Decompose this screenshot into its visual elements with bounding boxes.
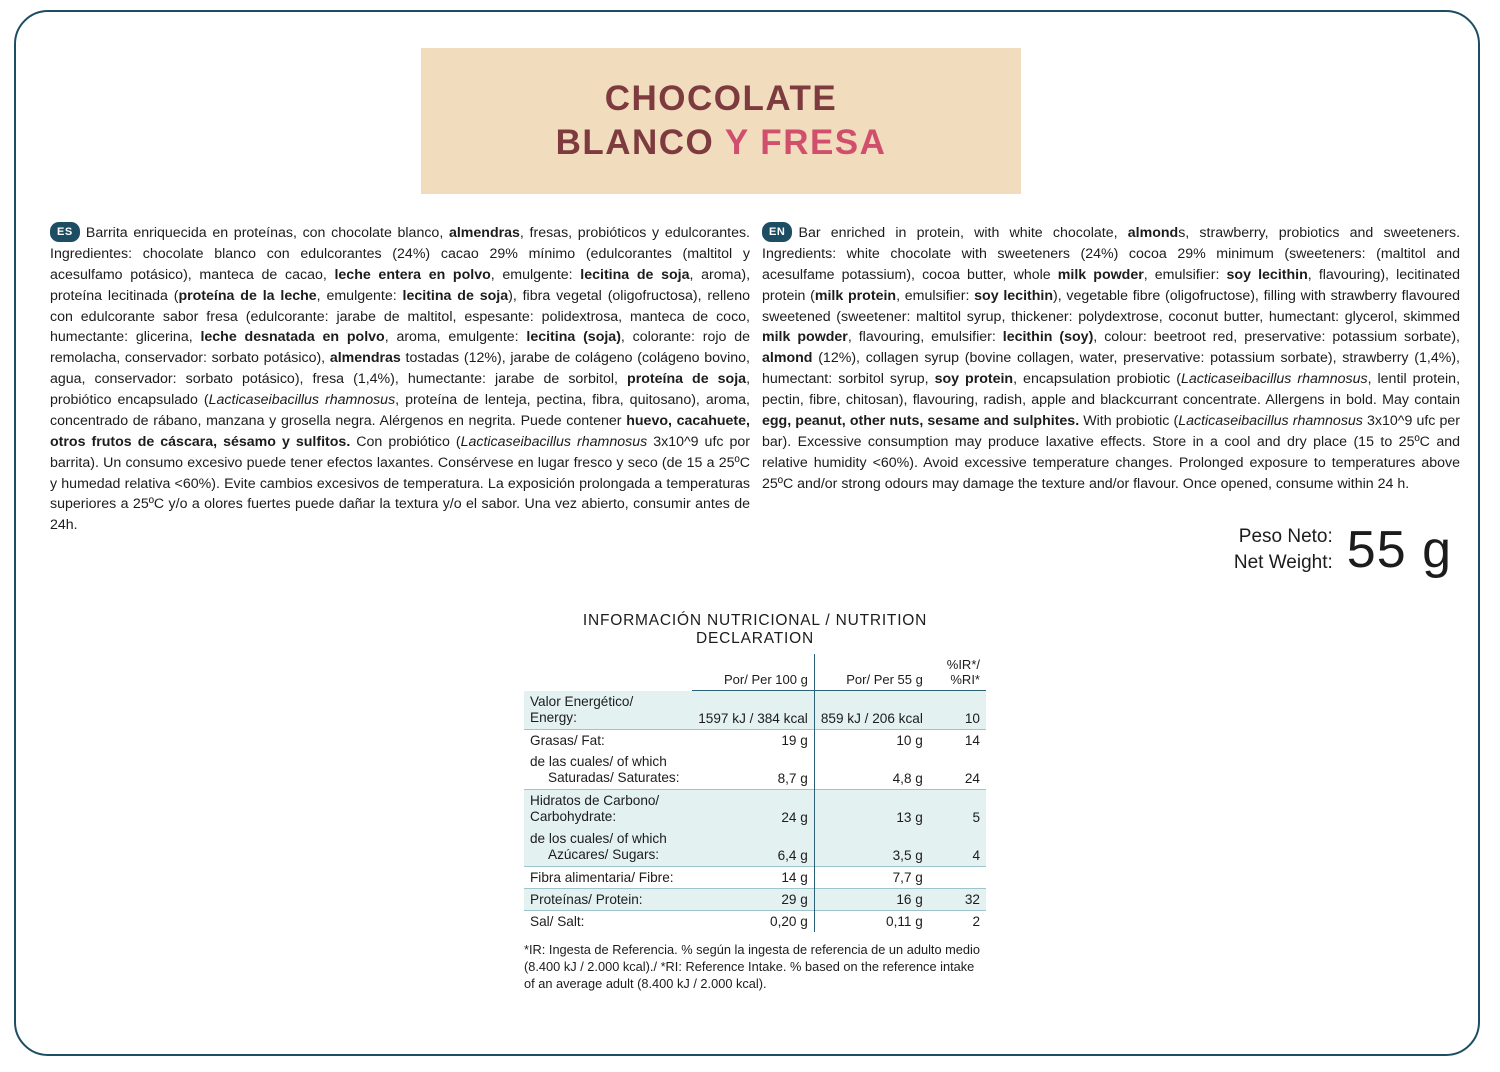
nutrition-row-per100: 6,4 g [777,847,808,863]
nutrition-row-name-line1: Hidratos de Carbono/ [530,792,660,808]
nutrition-row-name-line2: Azúcares/ Sugars: [548,846,660,862]
net-weight-labels [1234,524,1333,575]
nutrition-row-ri [929,866,986,888]
nutrition-row-per100: 8,7 g [777,770,808,786]
nutrition-row-per55: 13 g [814,789,929,828]
nutrition-row-per100: 14 g [692,866,814,888]
nutrition-row-name [524,789,692,828]
nutrition-row-name [524,751,692,790]
nutrition-header-per55: Por/ Per 55 g [814,654,929,691]
table-row [524,751,986,790]
nutrition-row-name [524,691,692,730]
product-title-line2 [556,121,887,165]
product-title-line1: CHOCOLATE [604,79,838,119]
net-weight-block [1234,520,1452,580]
table-row [524,789,986,828]
net-weight-value: 55 g [1346,521,1452,579]
nutrition-row-per55: 16 g [814,888,929,910]
nutrition-row-per100: 1597 kJ / 384 kcal [698,710,808,726]
nutrition-header-ri: %IR*/ %RI* [929,654,986,691]
nutrition-row-name [524,828,692,867]
nutrition-row-per55: 4,8 g [814,751,929,790]
table-row [524,691,986,730]
ingredients-english-paragraph [762,222,1460,494]
nutrition-row-name-line2: Carbohydrate: [530,808,617,824]
nutrition-declaration [524,612,986,993]
nutrition-row-per55: 859 kJ / 206 kcal [814,691,929,730]
nutrition-row-name: Proteínas/ Protein: [524,888,692,910]
nutrition-row-ri: 4 [972,847,980,863]
nutrition-row-name: Sal/ Salt: [524,910,692,932]
ingredients-spanish [50,222,750,536]
ingredients-english-text: Bar enriched in protein, with white chocolate, almonds, strawberry, probiotics and sweeteners. Ingredients: white chocolate with sweeteners (24%) cocoa 29% minimum (sweeteners: (maltitol and acesulfame potassium), cocoa butter, whole milk powder, emulsifier: soy lecithin, flavouring), lecitinated protein (milk protein, emulsifier: soy lecithin), vegetable fibre (oligofructose), filling with strawberry flavoured sweetened (sweetener: maltitol syrup, thickener: polydextrose, coconut butter, humectant: glycerol, skimmed milk powder, flavouring, emulsifier: lecithin (soy), colour: beetroot red, preservative: potassium sorbate), almond (12%), collagen syrup (bovine collagen, water, preservative: potassium sorbate), strawberry (1,4%), humectant: sorbitol syrup, soy protein, encapsulation probiotic (Lacticaseibacillus rhamnosus, lentil protein, pectin, fibre, chitosan), flavouring, radish, apple and blackcurrant concentrate. Allergens in bold. May contain egg, peanut, other nuts, sesame and sulphites. With probiotic (Lacticaseibacillus rhamnosus 3x10^9 ufc per bar). Excessive consumption may produce laxative effects. Store in a cool and dry place (15 to 25ºC and relative humidity <60%). Avoid excessive temperature changes. Prolonged exposure to temperatures above 25ºC and/or strong odours may damage the texture and/or flavour. Once opened, consume within 24 h. [762,225,1461,492]
nutrition-row-name-line1: Valor Energético/ [530,693,634,709]
nutrition-header-per100: Por/ Per 100 g [692,654,814,691]
nutrition-row-name-line1: de los cuales/ of which [530,830,667,846]
nutrition-row-name-line2: Saturadas/ Saturates: [548,769,680,785]
nutrition-row-per55: 0,11 g [814,910,929,932]
table-row [524,866,986,888]
nutrition-row-per55: 10 g [814,729,929,751]
ingredients-english [762,222,1460,494]
product-title-line2-main: BLANCO [555,123,715,162]
language-badge-es: ES [50,222,80,242]
nutrition-row-ri: 2 [929,910,986,932]
nutrition-row-ri: 24 [964,770,980,786]
nutrition-row-per55: 3,5 g [814,828,929,867]
nutrition-row-ri: 14 [929,729,986,751]
table-row [524,729,986,751]
table-row [524,910,986,932]
nutrition-row-ri: 32 [929,888,986,910]
ingredients-spanish-paragraph [50,222,750,536]
nutrition-row-ri: 5 [929,789,986,828]
language-badge-en: EN [762,222,792,242]
nutrition-title: INFORMACIÓN NUTRICIONAL / NUTRITION DECLARATION [582,612,928,647]
nutrition-row-name: Fibra alimentaria/ Fibre: [524,866,692,888]
nutrition-row-per100: 19 g [692,729,814,751]
nutrition-table-header [524,654,986,691]
product-title-banner [421,48,1021,194]
nutrition-footnote: *IR: Ingesta de Referencia. % según la ingesta de referencia de un adulto medio (8.400 kJ / 2.000 kcal)./ *RI: Reference Intake. % based on the reference intake of an average adult (8.400 kJ / 2.000 kcal). [524,941,981,992]
nutrition-row-per100: 0,20 g [692,910,814,932]
nutrition-row-name-line2: Energy: [530,709,577,725]
nutrition-table [524,654,986,932]
table-row [524,888,986,910]
nutrition-row-name-line1: de las cuales/ of which [530,753,667,769]
table-row [524,828,986,867]
net-weight-label-en: Net Weight: [1233,552,1333,573]
nutrition-header-blank [524,654,692,691]
nutrition-row-per100: 29 g [692,888,814,910]
product-title-line2-accent: Y FRESA [724,123,887,162]
ingredients-spanish-text: Barrita enriquecida en proteínas, con chocolate blanco, almendras, fresas, probióticos y edulcorantes. Ingredientes: chocolate blanco con edulcorantes (24%) cacao 29% mínimo (edulcorantes (maltitol y acesulfamo potásico), manteca de cacao, leche entera en polvo, emulgente: lecitina de soja, aroma), proteína lecitinada (proteína de la leche, emulgente: lecitina de soja), fibra vegetal (oligofructosa), relleno con edulcorante sabor fresa (edulcorante: jarabe de maltitol, espesante: polidextrosa, manteca de coco, humectante: glicerina, leche desnatada en polvo, aroma, emulgente: lecitina (soja), colorante: rojo de remolacha, conservador: sorbato potásico), almendras tostadas (12%), jarabe de colágeno (colágeno bovino, agua, conservador: sorbato potásico), fresa (1,4%), humectante: jarabe de sorbitol, proteína de soja, probiótico encapsulado (Lacticaseibacillus rhamnosus, proteína de lenteja, pectina, fibra, quitosano), aroma, concentrado de rábano, manzana y grosella negra. Alérgenos en negrita. Puede contener huevo, cacahuete, otros frutos de cáscara, sésamo y sulfitos. Con probiótico (Lacticaseibacillus rhamnosus 3x10^9 ufc por barrita). Un consumo excesivo puede tener efectos laxantes. Consérvese en lugar fresco y seco (de 15 a 25ºC y humedad relativa <60%). Evite cambios excesivos de temperatura. La exposición prolongada a temperaturas superiores a 25ºC y/o a olores fuertes puede dañar la textura y/o el sabor. Una vez abierto, consumir antes de 24h. [50,225,751,534]
net-weight-label-es: Peso Neto: [1238,526,1333,548]
nutrition-row-name: Grasas/ Fat: [524,729,692,751]
nutrition-row-per100: 24 g [692,789,814,828]
nutrition-row-ri: 10 [964,710,980,726]
nutrition-row-per55: 7,7 g [814,866,929,888]
